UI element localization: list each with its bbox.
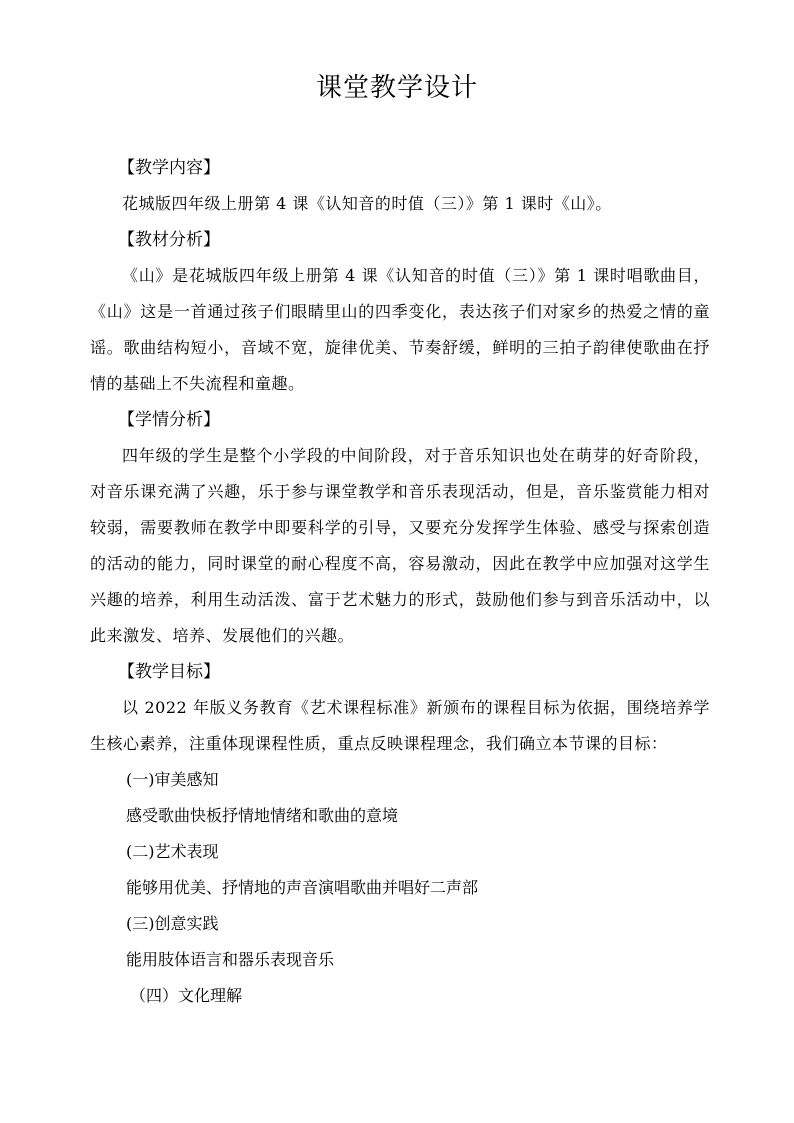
section-heading-students: 【学情分析】 — [118, 410, 220, 430]
section-heading-material: 【教材分析】 — [118, 230, 220, 250]
section-text-content: 花城版四年级上册第 4 课《认知音的时值（三）》第 1 课时《山》。 — [122, 194, 612, 213]
goal-label: （四）文化理解 — [130, 986, 243, 1005]
document-body — [90, 150, 710, 1014]
goal-label: (一)审美感知 — [126, 770, 219, 789]
section-heading-content: 【教学内容】 — [118, 158, 220, 178]
goal-text: 感受歌曲快板抒情地情绪和歌曲的意境 — [126, 806, 399, 825]
goal-text: 能用肢体语言和器乐表现音乐 — [126, 950, 335, 969]
section-heading-goals: 【教学目标】 — [118, 662, 220, 682]
goal-label: (三)创意实践 — [126, 914, 219, 933]
goal-label: (二)艺术表现 — [126, 842, 219, 861]
goal-text: 能够用优美、抒情地的声音演唱歌曲并唱好二声部 — [126, 878, 479, 897]
page-title: 课堂教学设计 — [315, 73, 478, 103]
section-text-goals-intro: 以 2022 年版义务教育《艺术课程标准》新颁布的课程目标为依据，围绕培养学生核心素养，注重体现课程性质，重点反映课程理念，我们确立本节课的目标： — [90, 698, 710, 753]
section-text-students: 四年级的学生是整个小学段的中间阶段，对于音乐知识也处在萌芽的好奇阶段，对音乐课充满了兴趣，乐于参与课堂教学和音乐表现活动，但是，音乐鉴赏能力相对较弱，需要教师在教学中即要科学的引导，又要充分发挥学生体验、感受与探索创造的活动的能力，同时课堂的耐心程度不高，容易激动，因此在教学中应加强对这学生兴趣的培养，利用生动活泼、富于艺术魅力的形式，鼓励他们参与到音乐活动中，以此来激发、培养、发展他们的兴趣。 — [90, 446, 710, 645]
section-text-material: 《山》是花城版四年级上册第 4 课《认知音的时值（三）》第 1 课时唱歌曲目，《山》这是一首通过孩子们眼睛里山的四季变化，表达孩子们对家乡的热爱之情的童谣。歌曲结构短小，音域不宽，旋律优美、节奏舒缓，鲜明的三拍子韵律使歌曲在抒情的基础上不失流程和童趣。 — [90, 266, 710, 393]
